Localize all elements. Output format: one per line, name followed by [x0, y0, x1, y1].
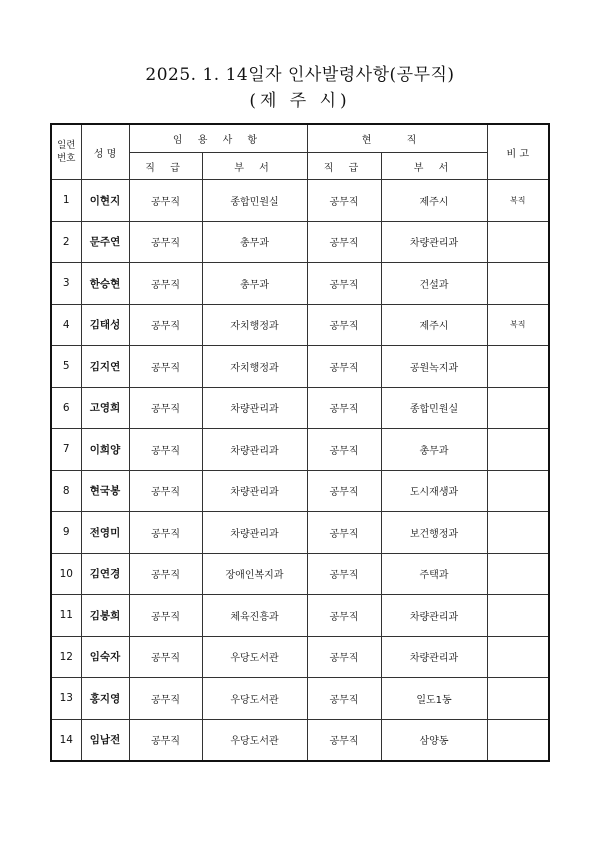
personnel-table [50, 123, 550, 762]
header-serial-number [51, 124, 81, 180]
row-number: 10 [51, 553, 81, 595]
row-number: 1 [51, 180, 81, 222]
table-row [51, 346, 549, 388]
appointed-rank: 공무직 [129, 263, 202, 305]
appointed-department: 차량관리과 [202, 470, 307, 512]
row-number: 2 [51, 221, 81, 263]
appointed-rank: 공무직 [129, 678, 202, 720]
current-rank: 공무직 [307, 595, 381, 637]
note-cell: 복직 [487, 180, 549, 222]
table-row [51, 595, 549, 637]
note-cell [487, 387, 549, 429]
header-new-rank: 직 급 [129, 153, 202, 180]
employee-name: 김지연 [81, 346, 129, 388]
note-cell [487, 678, 549, 720]
row-number: 7 [51, 429, 81, 471]
appointed-department: 장애인복지과 [202, 553, 307, 595]
current-rank: 공무직 [307, 553, 381, 595]
note-cell [487, 512, 549, 554]
table-row [51, 221, 549, 263]
appointed-rank: 공무직 [129, 553, 202, 595]
row-number: 3 [51, 263, 81, 305]
appointed-department: 차량관리과 [202, 512, 307, 554]
row-number: 4 [51, 304, 81, 346]
employee-name: 한승현 [81, 263, 129, 305]
appointed-rank: 공무직 [129, 221, 202, 263]
current-department: 주택과 [381, 553, 487, 595]
appointed-rank: 공무직 [129, 180, 202, 222]
appointed-rank: 공무직 [129, 429, 202, 471]
header-current-position: 현 직 [307, 124, 487, 153]
current-rank: 공무직 [307, 180, 381, 222]
current-department: 도시재생과 [381, 470, 487, 512]
header-new-dept: 부 서 [202, 153, 307, 180]
employee-name: 김태성 [81, 304, 129, 346]
employee-name: 김연경 [81, 553, 129, 595]
note-cell [487, 221, 549, 263]
row-number: 9 [51, 512, 81, 554]
current-department: 차량관리과 [381, 595, 487, 637]
appointed-rank: 공무직 [129, 719, 202, 761]
note-cell [487, 263, 549, 305]
note-cell [487, 429, 549, 471]
current-department: 차량관리과 [381, 636, 487, 678]
appointed-rank: 공무직 [129, 387, 202, 429]
current-rank: 공무직 [307, 346, 381, 388]
table-row [51, 719, 549, 761]
current-rank: 공무직 [307, 678, 381, 720]
appointed-rank: 공무직 [129, 470, 202, 512]
current-department: 일도1동 [381, 678, 487, 720]
appointed-department: 총무과 [202, 221, 307, 263]
current-department: 건설과 [381, 263, 487, 305]
appointed-department: 우당도서관 [202, 636, 307, 678]
current-rank: 공무직 [307, 387, 381, 429]
current-department: 총무과 [381, 429, 487, 471]
employee-name: 임숙자 [81, 636, 129, 678]
table-row [51, 636, 549, 678]
appointed-rank: 공무직 [129, 636, 202, 678]
header-name: 성 명 [81, 124, 129, 180]
table-row [51, 470, 549, 512]
employee-name: 임남전 [81, 719, 129, 761]
employee-name: 이현지 [81, 180, 129, 222]
appointed-department: 우당도서관 [202, 719, 307, 761]
current-rank: 공무직 [307, 304, 381, 346]
current-department: 종합민원실 [381, 387, 487, 429]
table-row [51, 512, 549, 554]
table-row [51, 304, 549, 346]
header-current-dept: 부 서 [381, 153, 487, 180]
row-number: 13 [51, 678, 81, 720]
table-row [51, 678, 549, 720]
appointed-department: 총무과 [202, 263, 307, 305]
appointed-department: 자치행정과 [202, 346, 307, 388]
row-number: 6 [51, 387, 81, 429]
current-rank: 공무직 [307, 429, 381, 471]
appointed-rank: 공무직 [129, 512, 202, 554]
note-cell [487, 346, 549, 388]
note-cell [487, 636, 549, 678]
employee-name: 문주연 [81, 221, 129, 263]
current-department: 차량관리과 [381, 221, 487, 263]
appointed-rank: 공무직 [129, 346, 202, 388]
table-row [51, 263, 549, 305]
current-rank: 공무직 [307, 221, 381, 263]
table-row [51, 387, 549, 429]
employee-name: 김봉희 [81, 595, 129, 637]
current-department: 삼양동 [381, 719, 487, 761]
table-row [51, 429, 549, 471]
employee-name: 전영미 [81, 512, 129, 554]
note-cell [487, 553, 549, 595]
note-cell [487, 470, 549, 512]
employee-name: 고영희 [81, 387, 129, 429]
current-rank: 공무직 [307, 636, 381, 678]
current-rank: 공무직 [307, 512, 381, 554]
appointed-rank: 공무직 [129, 595, 202, 637]
appointed-department: 차량관리과 [202, 387, 307, 429]
row-number: 12 [51, 636, 81, 678]
note-cell: 복직 [487, 304, 549, 346]
current-rank: 공무직 [307, 470, 381, 512]
current-department: 공원녹지과 [381, 346, 487, 388]
row-number: 14 [51, 719, 81, 761]
document-subtitle: (제 주 시) [249, 91, 351, 111]
appointed-department: 종합민원실 [202, 180, 307, 222]
document-title: 2025. 1. 14일자 인사발령사항(공무직) [145, 65, 455, 85]
current-department: 제주시 [381, 304, 487, 346]
appointed-department: 우당도서관 [202, 678, 307, 720]
employee-name: 현국봉 [81, 470, 129, 512]
employee-name: 이희양 [81, 429, 129, 471]
appointed-department: 자치행정과 [202, 304, 307, 346]
current-department: 제주시 [381, 180, 487, 222]
employee-name: 홍지영 [81, 678, 129, 720]
row-number: 5 [51, 346, 81, 388]
note-cell [487, 719, 549, 761]
appointed-department: 체육진흥과 [202, 595, 307, 637]
header-appointment: 임 용 사 항 [129, 124, 307, 153]
header-serial-number-label: 일련 번호 [57, 140, 76, 164]
current-rank: 공무직 [307, 263, 381, 305]
table-row [51, 180, 549, 222]
row-number: 11 [51, 595, 81, 637]
current-rank: 공무직 [307, 719, 381, 761]
table-row [51, 553, 549, 595]
note-cell [487, 595, 549, 637]
current-department: 보건행정과 [381, 512, 487, 554]
appointed-department: 차량관리과 [202, 429, 307, 471]
row-number: 8 [51, 470, 81, 512]
appointed-rank: 공무직 [129, 304, 202, 346]
header-current-rank: 직 급 [307, 153, 381, 180]
header-note: 비 고 [487, 124, 549, 180]
